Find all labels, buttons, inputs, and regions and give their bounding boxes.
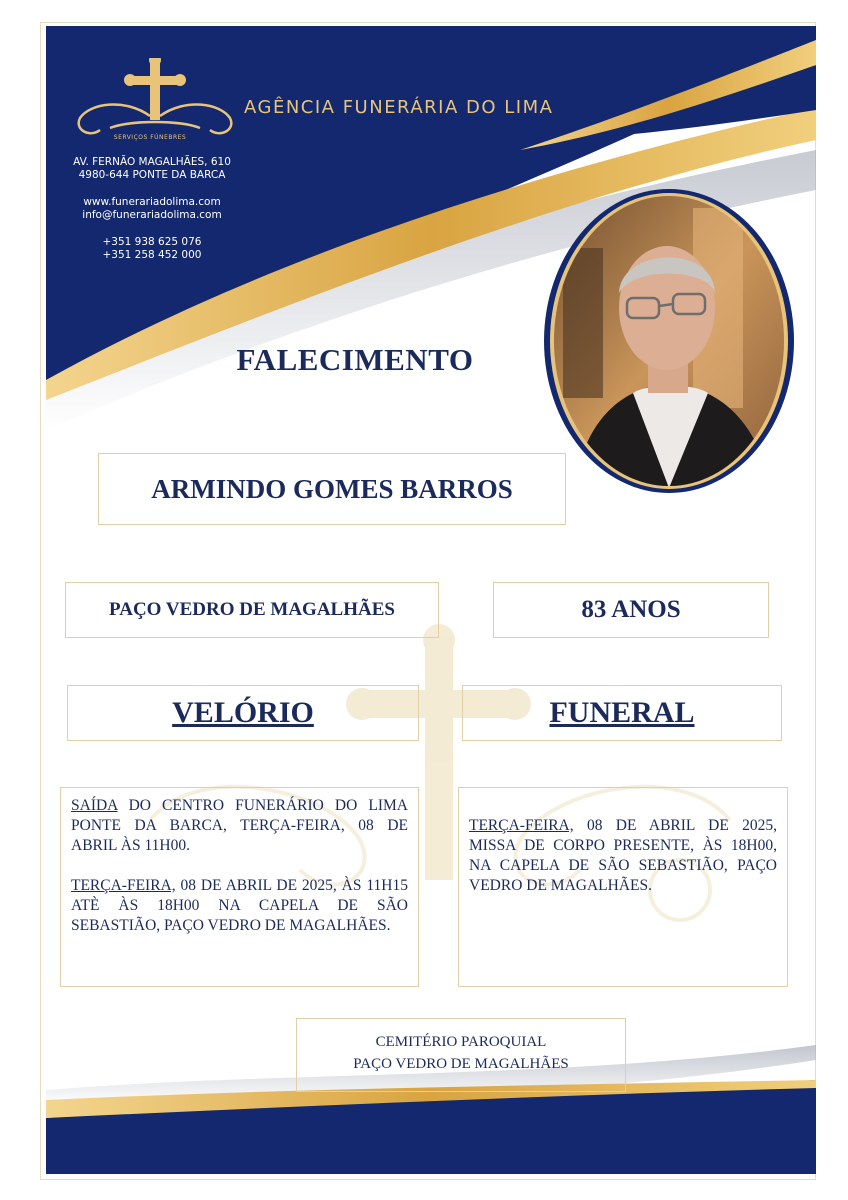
velorio-details: [60, 787, 419, 987]
funeral-p1-text: 08 DE ABRIL DE 2025, MISSA DE CORPO PRESENTE, ÀS 18H00, NA CAPELA DE SÃO SEBASTIÃO, PAÇO VEDRO DE MAGALHÃES.: [469, 817, 777, 894]
funeral-p1-underlined: TERÇA-FEIRA,: [469, 817, 574, 834]
velorio-p2-underlined: TERÇA-FEIRA,: [71, 877, 176, 894]
velorio-paragraph-2: [71, 876, 408, 936]
velorio-p2-text: 08 DE ABRIL DE 2025, ÀS 11H15 ATÈ ÀS 18H00 NA CAPELA DE SÃO SEBASTIÃO, PAÇO VEDRO DE MAGALHÃES.: [71, 877, 408, 934]
funeral-heading: FUNERAL: [462, 685, 782, 741]
address-line-1: AV. FERNÃO MAGALHÃES, 610: [73, 156, 231, 168]
funeral-paragraph-1: [469, 816, 777, 896]
services-label: SERVIÇOS FÚNEBRES: [113, 134, 187, 141]
notice-title: FALECIMENTO: [236, 342, 474, 377]
website-link[interactable]: www.funerariadolima.com: [83, 196, 221, 208]
deceased-name: ARMINDO GOMES BARROS: [98, 453, 566, 525]
address-line-2: 4980-644 PONTE DA BARCA: [78, 169, 226, 181]
cemetery-line-1: CEMITÉRIO PAROQUIAL: [375, 1034, 547, 1050]
agency-name: AGÊNCIA FUNERÁRIA DO LIMA: [244, 97, 554, 118]
velorio-heading: VELÓRIO: [67, 685, 419, 741]
deceased-age: 83 ANOS: [493, 582, 769, 638]
deceased-portrait: [543, 188, 795, 495]
cemetery-line-2: PAÇO VEDRO DE MAGALHÃES: [353, 1056, 569, 1072]
funeral-details: [458, 787, 788, 987]
deceased-place: PAÇO VEDRO DE MAGALHÃES: [65, 582, 439, 638]
phone-2: +351 258 452 000: [102, 249, 202, 261]
velorio-paragraph-1: [71, 796, 408, 856]
cemetery-box: [296, 1018, 626, 1092]
velorio-p1-underlined: SAÍDA: [71, 797, 118, 814]
phone-1: +351 938 625 076: [102, 236, 202, 248]
velorio-p1-text: DO CENTRO FUNERÁRIO DO LIMA PONTE DA BARCA, TERÇA-FEIRA, 08 DE ABRIL ÀS 11H00.: [71, 797, 408, 854]
email-link[interactable]: info@funerariadolima.com: [82, 209, 222, 221]
